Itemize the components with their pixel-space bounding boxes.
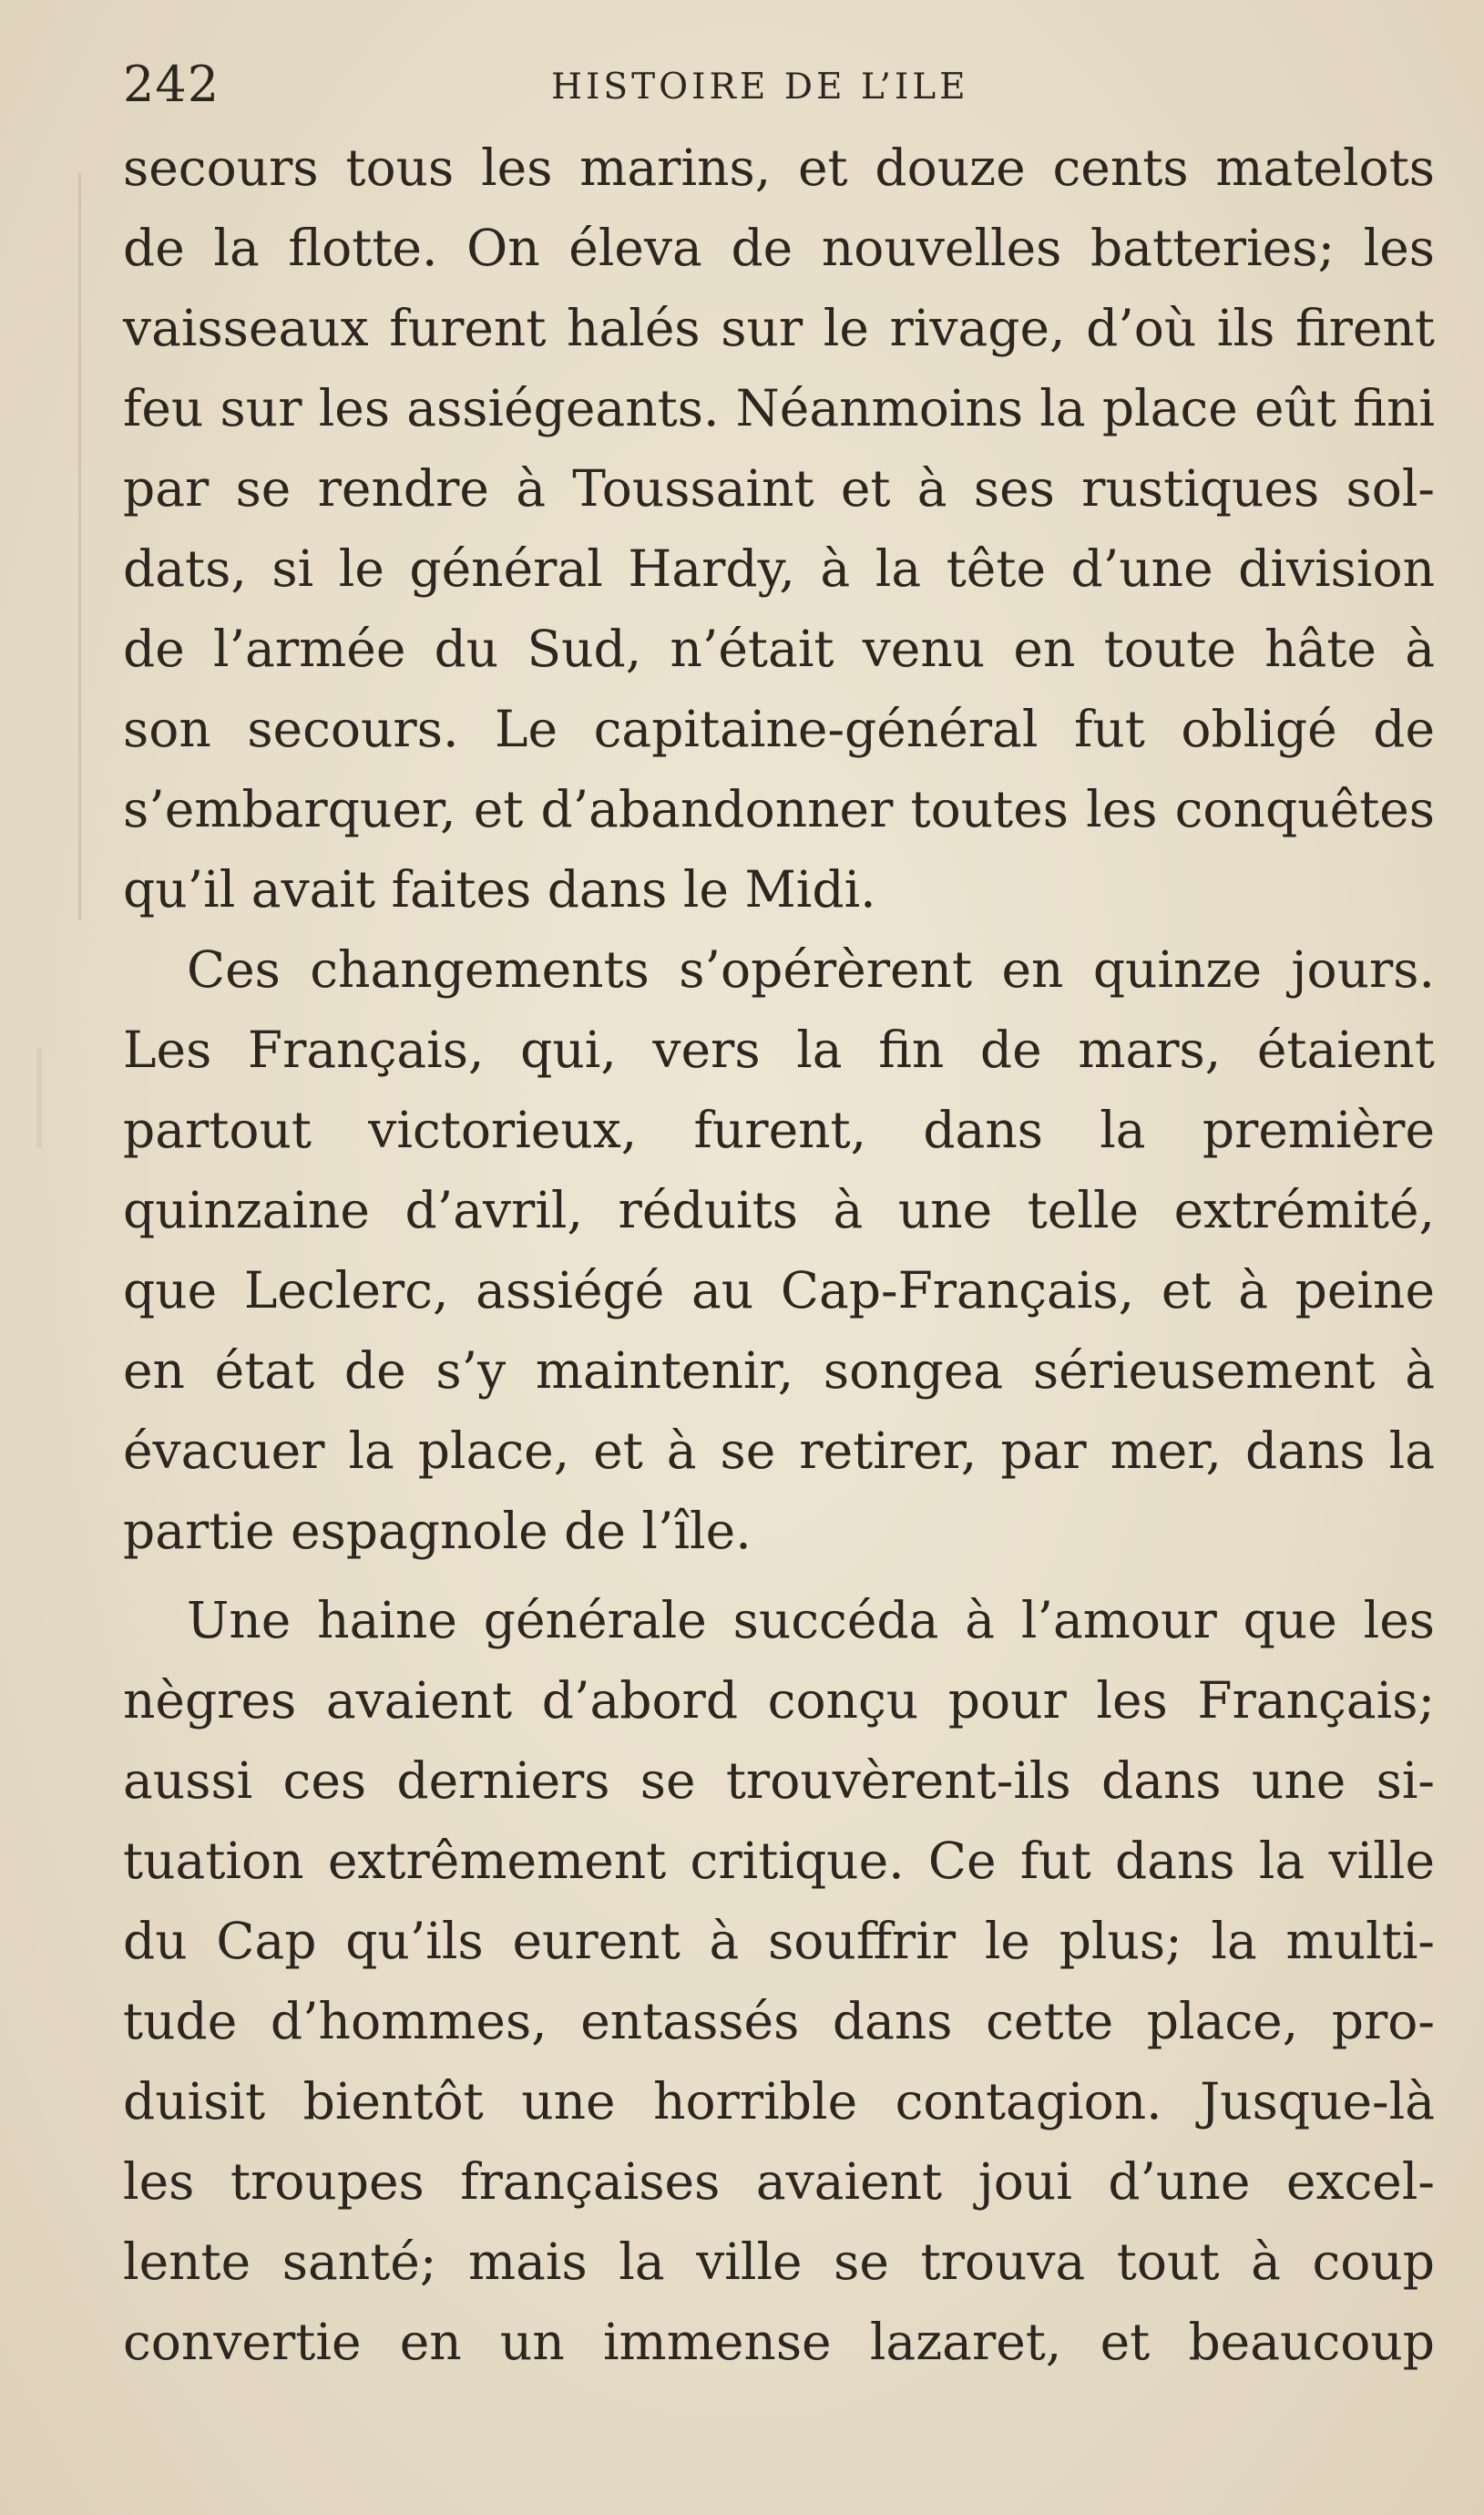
header-title: HISTOIRE DE L’ILE <box>551 67 969 108</box>
text-line: quinzaine d’avril, réduits à une telle extrémité, <box>123 1181 1435 1239</box>
text-line: Les Français, qui, vers la fin de mars, étaient <box>123 1021 1435 1079</box>
text-line: aussi ces derniers se trouvèrent-ils dans une si- <box>123 1751 1435 1810</box>
text-line: qu’il avait faites dans le Midi. <box>123 860 876 919</box>
text-line: tude d’hommes, entassés dans cette place, pro- <box>123 1992 1435 2050</box>
text-line: que Leclerc, assiégé au Cap-Français, et à peine <box>123 1261 1435 1319</box>
page-number: 242 <box>123 56 220 113</box>
text-line: Une haine générale succéda à l’amour que les <box>187 1591 1435 1649</box>
text-line: convertie en un immense lazaret, et beaucoup <box>123 2313 1435 2371</box>
text-line: vaisseaux furent halés sur le rivage, d’où ils firent <box>123 299 1435 357</box>
paragraph-gap <box>123 1571 1435 1580</box>
text-line: évacuer la place, et à se retirer, par mer, dans la <box>123 1422 1435 1480</box>
text-line: Ces changements s’opérèrent en quinze jours. <box>187 940 1435 999</box>
text-line: les troupes françaises avaient joui d’une excel- <box>123 2152 1435 2211</box>
text-line: dats, si le général Hardy, à la tête d’une division <box>123 539 1435 598</box>
margin-stain <box>78 173 81 920</box>
text-line: nègres avaient d’abord conçu pour les Français; <box>123 1671 1435 1730</box>
text-line: secours tous les marins, et douze cents matelots <box>123 139 1435 197</box>
text-line: son secours. Le capitaine-général fut obligé de <box>123 700 1435 758</box>
body-text <box>123 128 1435 2382</box>
text-line: de l’armée du Sud, n’était venu en toute hâte à <box>123 620 1435 678</box>
text-line: partout victorieux, furent, dans la première <box>123 1101 1435 1159</box>
text-line: partie espagnole de l’île. <box>123 1502 752 1560</box>
text-line: par se rendre à Toussaint et à ses rustiques sol- <box>123 459 1435 518</box>
text-line: lente santé; mais la ville se trouva tout à coup <box>123 2233 1435 2291</box>
margin-stain <box>36 1048 42 1148</box>
paragraph-3 <box>123 1580 1435 2382</box>
text-line: tuation extrêmement critique. Ce fut dans la ville <box>123 1832 1435 1890</box>
text-line: du Cap qu’ils eurent à souffrir le plus; la multi- <box>123 1912 1435 1970</box>
text-line: en état de s’y maintenir, songea sérieusement à <box>123 1341 1435 1400</box>
paragraph-1 <box>123 128 1435 929</box>
running-head <box>123 53 1429 117</box>
paragraph-2 <box>123 929 1435 1571</box>
text-line: de la flotte. On éleva de nouvelles batteries; les <box>123 219 1435 277</box>
text-line: duisit bientôt une horrible contagion. Jusque-là <box>123 2072 1435 2130</box>
text-line: feu sur les assiégeants. Néanmoins la place eût fini <box>123 379 1435 437</box>
text-line: s’embarquer, et d’abandonner toutes les conquêtes <box>123 780 1435 838</box>
